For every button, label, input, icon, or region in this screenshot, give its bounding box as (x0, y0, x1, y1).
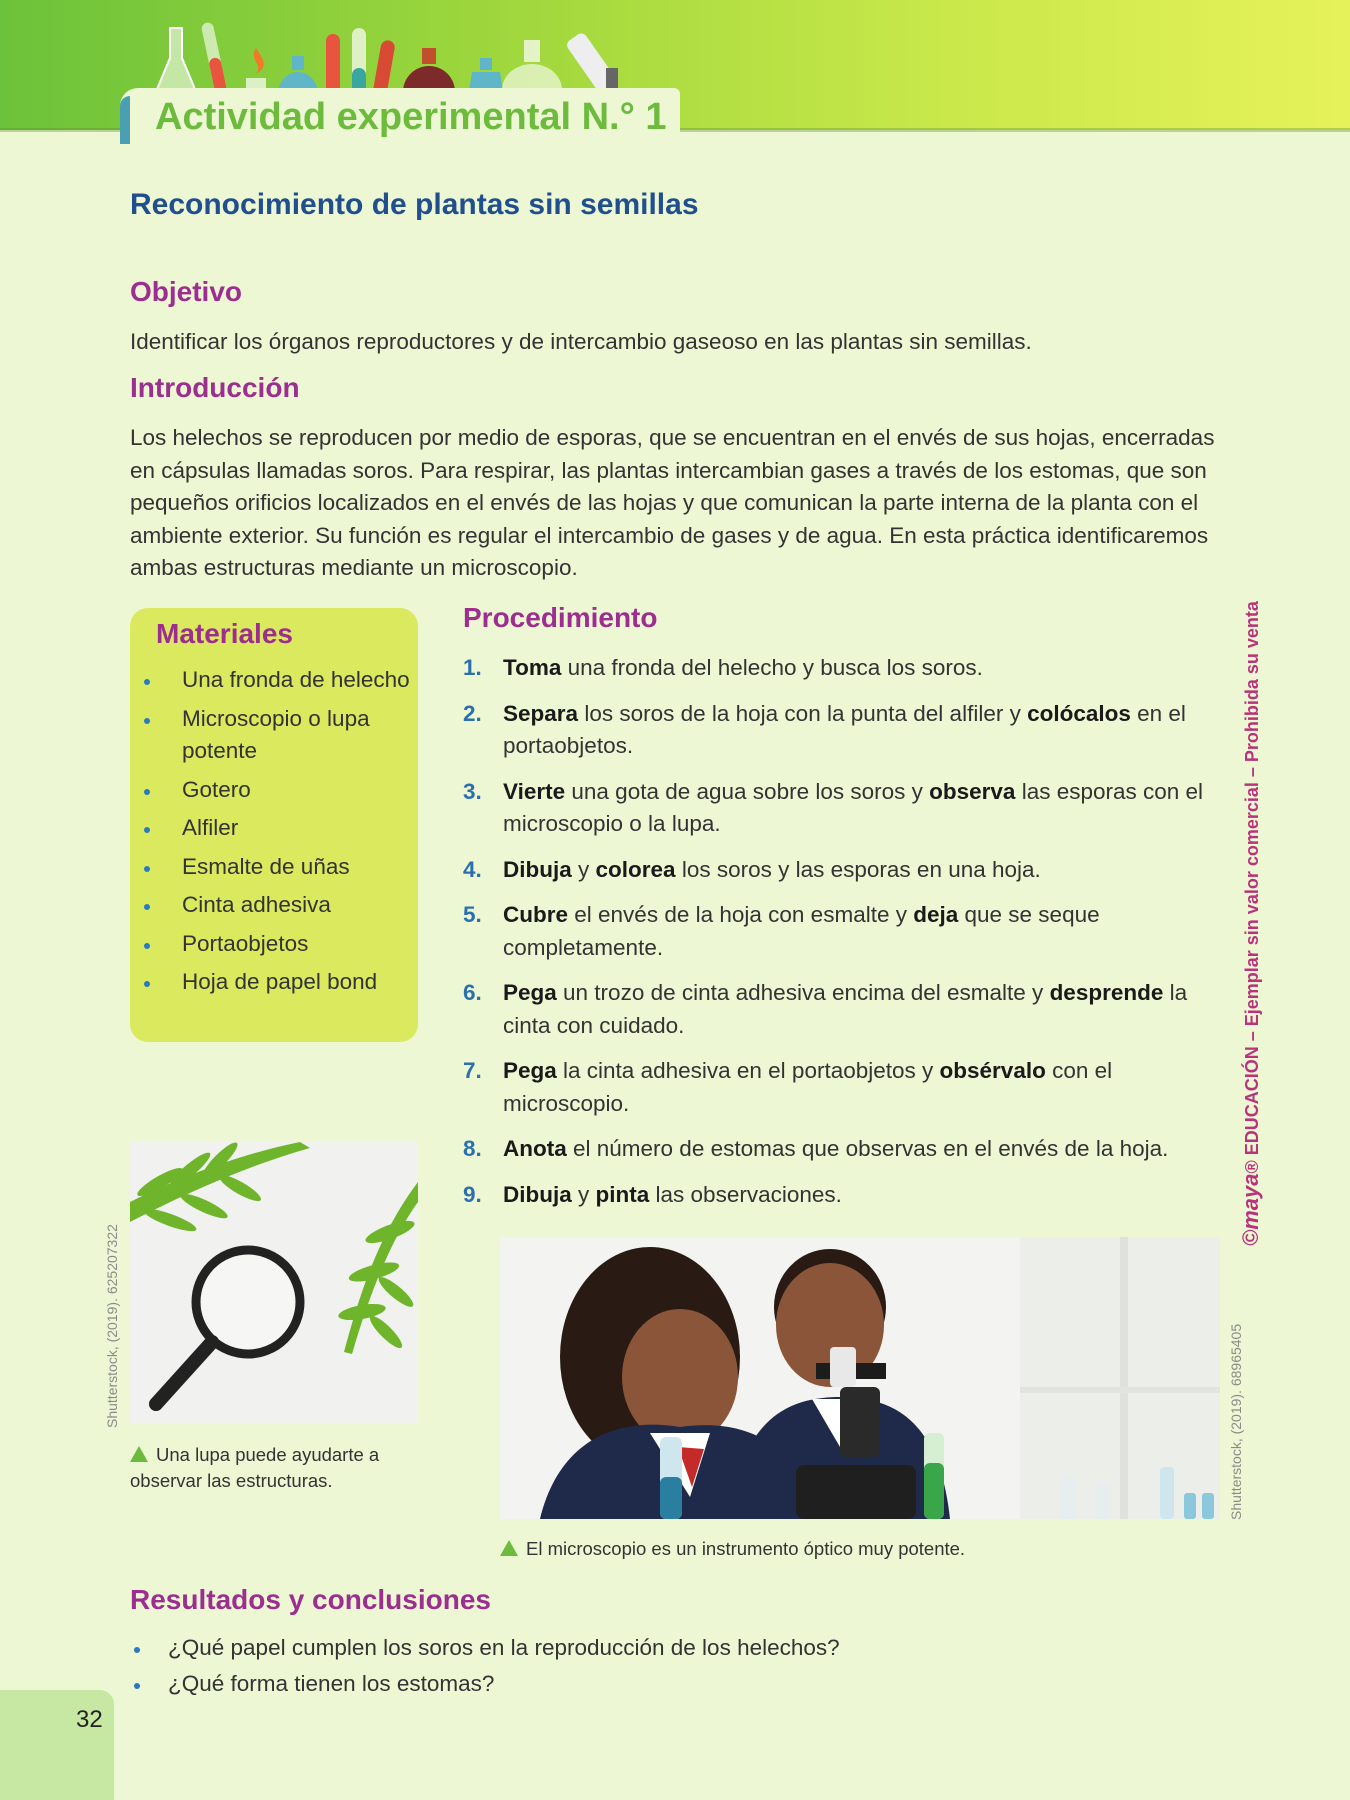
procedure-step (463, 1133, 1223, 1166)
photo-credit: Shutterstock, (2019). 625207322 (104, 1224, 120, 1428)
procedure-step (463, 1179, 1223, 1212)
step-text: y (571, 856, 596, 882)
results-heading: Resultados y conclusiones (130, 1584, 491, 1615)
step-text: el número de estomas que observas en el envés de la hoja. (566, 1136, 1169, 1161)
caption-text: El microscopio es un instrumento óptico muy potente. (526, 1538, 966, 1559)
step-text: las observaciones. (649, 1181, 842, 1207)
step-number: 3. (463, 778, 482, 804)
step-text: un trozo de cinta adhesiva encima del esmalte y (556, 980, 1050, 1005)
step-text: que se seque completamente. (503, 902, 1100, 960)
step-verb: Cubre (503, 902, 569, 927)
step-number: 5. (463, 902, 482, 927)
materials-item: Una fronda de helecho (130, 664, 418, 697)
step-text: los soros de la hoja con la punta del alfiler y (578, 700, 1028, 726)
step-verb: Toma (503, 655, 562, 680)
step-text: una fronda del helecho y busca los soros. (561, 655, 983, 680)
step-text: el envés de la hoja con esmalte y (568, 902, 914, 927)
step-verb: Separa (503, 700, 579, 726)
step-text: en el portaobjetos. (503, 700, 1186, 758)
introduction-heading: Introducción (130, 372, 300, 403)
step-text: y (571, 1181, 596, 1207)
objective-heading: Objetivo (130, 276, 243, 307)
results-question: ¿Qué forma tienen los estomas? (130, 1668, 1130, 1701)
procedure-step (463, 776, 1223, 841)
objective-text: Identificar los órganos reproductores y de intercambio gaseoso en las plantas sin semillas. (130, 329, 1032, 354)
step-verb: Pega (503, 1058, 557, 1083)
procedure-step (463, 977, 1223, 1042)
procedure-step (463, 854, 1223, 887)
step-number: 2. (463, 700, 482, 726)
procedure-step (463, 899, 1223, 964)
procedure-list (463, 652, 1223, 1224)
step-verb: colorea (595, 856, 676, 882)
results-question: ¿Qué papel cumplen los soros en la reproducción de los helechos? (130, 1632, 1130, 1665)
procedure-step (463, 1055, 1223, 1120)
materials-item: Gotero (130, 774, 418, 807)
step-verb: Dibuja (503, 1181, 572, 1207)
materials-list (130, 664, 418, 1005)
materials-item: Microscopio o lupa potente (130, 703, 418, 768)
step-text: las esporas con el microscopio o la lupa. (503, 778, 1204, 836)
step-verb: observa (929, 778, 1016, 804)
test-tube-icon (201, 22, 228, 95)
step-verb: deja (913, 902, 959, 927)
step-verb: Pega (503, 980, 557, 1005)
publisher-brand: ©maya (1238, 1173, 1263, 1246)
triangle-icon (500, 1540, 518, 1556)
materials-item: Alfiler (130, 812, 418, 845)
page-title: Actividad experimental N.° 1 (155, 96, 667, 138)
step-number: 9. (463, 1181, 482, 1207)
step-verb: Vierte (503, 778, 566, 804)
materials-item: Hoja de papel bond (130, 966, 418, 999)
photo-caption (130, 1442, 430, 1494)
step-verb: Anota (503, 1136, 567, 1161)
materials-box (130, 608, 418, 1042)
activity-subtitle: Reconocimiento de plantas sin semillas (130, 188, 699, 221)
copyright-text: ® EDUCACIÓN – Ejemplar sin valor comercial – Prohibida su venta (1242, 601, 1262, 1174)
photo-caption (500, 1536, 1220, 1562)
introduction-text: Los helechos se reproducen por medio de esporas, que se encuentran en el envés de sus hojas, encerradas en cápsulas llamadas soros. Para respirar, las plantas intercambian gases a través de los estomas, que son pequeños orificios localizados en el envés de las hojas y que comunican la parte interna de la planta con el ambiente exterior. Su función es regular el intercambio de gases y de agua. En esta práctica identificaremos ambas estructuras mediante un microscopio. (130, 425, 1215, 580)
step-verb: Dibuja (503, 856, 572, 882)
step-number: 1. (463, 655, 482, 680)
microscope-children-illustration (500, 1237, 1220, 1519)
caption-text: Una lupa puede ayudarte a observar las estructuras. (130, 1444, 380, 1491)
magnifier-fern-photo (130, 1142, 418, 1424)
step-verb: obsérvalo (939, 1058, 1046, 1083)
magnifier-fern-illustration (130, 1142, 418, 1424)
results-list (130, 1632, 1130, 1703)
procedure-step (463, 698, 1223, 763)
step-text: la cinta con cuidado. (503, 980, 1188, 1038)
step-text: con el microscopio. (503, 1058, 1113, 1116)
copyright-side-note (1238, 601, 1264, 1246)
materials-item: Portaobjetos (130, 928, 418, 961)
step-verb: desprende (1049, 980, 1164, 1005)
triangle-icon (130, 1446, 148, 1462)
materials-heading: Materiales (156, 618, 293, 649)
page-number: 32 (76, 1706, 103, 1733)
step-verb: colócalos (1027, 700, 1131, 726)
step-text: una gota de agua sobre los soros y (565, 778, 930, 804)
step-text: los soros y las esporas en una hoja. (675, 856, 1041, 882)
materials-item: Cinta adhesiva (130, 889, 418, 922)
step-number: 7. (463, 1058, 482, 1083)
procedure-step (463, 652, 1223, 685)
photo-credit: Shutterstock, (2019). 68965405 (1228, 1323, 1244, 1520)
step-text: la cinta adhesiva en el portaobjetos y (556, 1058, 940, 1083)
step-number: 8. (463, 1136, 482, 1161)
step-verb: pinta (595, 1181, 650, 1207)
microscope-children-photo (500, 1237, 1220, 1519)
step-number: 6. (463, 980, 482, 1005)
materials-item: Esmalte de uñas (130, 851, 418, 884)
step-number: 4. (463, 856, 482, 882)
procedure-heading: Procedimiento (463, 602, 658, 633)
